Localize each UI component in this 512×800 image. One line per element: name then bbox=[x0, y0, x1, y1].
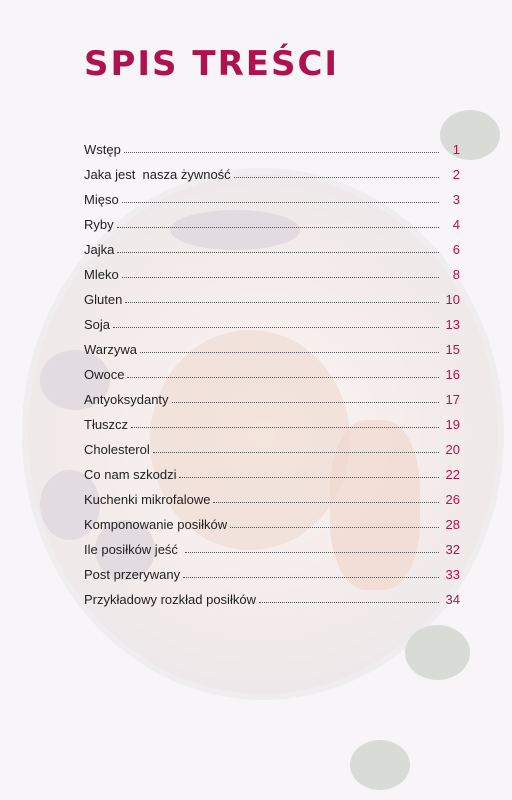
toc-entry[interactable] bbox=[84, 357, 460, 382]
toc-entry-label: Ile posiłków jeść bbox=[84, 542, 182, 557]
dot-leader bbox=[140, 351, 439, 353]
toc-page-number: 15 bbox=[445, 342, 460, 357]
toc-page-number: 33 bbox=[445, 567, 460, 582]
toc-entry[interactable] bbox=[84, 582, 460, 607]
toc-entry-label: Komponowanie posiłków bbox=[84, 517, 228, 532]
toc-entry-label: Ryby bbox=[84, 217, 114, 232]
dot-leader bbox=[234, 176, 439, 178]
dot-leader bbox=[185, 551, 439, 553]
dot-leader bbox=[153, 451, 439, 453]
dot-leader bbox=[122, 201, 439, 203]
toc-entry-label: Warzywa bbox=[84, 342, 137, 357]
dot-leader bbox=[131, 426, 439, 428]
dot-leader bbox=[259, 601, 439, 603]
toc-entry-label: Przykładowy rozkład posiłków bbox=[84, 592, 256, 607]
toc-entry-label: Soja bbox=[84, 317, 111, 332]
toc-entry-label: Mleko bbox=[84, 267, 119, 282]
toc-page-number: 6 bbox=[452, 242, 460, 257]
toc-entry-label: Jajka bbox=[84, 242, 115, 257]
toc-entry[interactable] bbox=[84, 257, 460, 282]
toc-page-number: 19 bbox=[445, 417, 460, 432]
toc-page-number: 32 bbox=[445, 542, 460, 557]
toc-entry-label: Co nam szkodzi bbox=[84, 467, 177, 482]
dot-leader bbox=[122, 276, 439, 278]
toc-page-number: 26 bbox=[445, 492, 460, 507]
dot-leader bbox=[125, 301, 439, 303]
toc-entry[interactable] bbox=[84, 307, 460, 332]
toc-entry-label: Antyoksydanty bbox=[84, 392, 169, 407]
toc-entry[interactable] bbox=[84, 332, 460, 357]
toc-entry[interactable] bbox=[84, 182, 460, 207]
toc-page-number: 4 bbox=[452, 217, 460, 232]
dot-leader bbox=[230, 526, 439, 528]
toc-entry-label: Post przerywany bbox=[84, 567, 181, 582]
toc-entry[interactable] bbox=[84, 207, 460, 232]
toc-entry[interactable] bbox=[84, 132, 460, 157]
toc-page-number: 3 bbox=[452, 192, 460, 207]
dot-leader bbox=[172, 401, 439, 403]
toc-entry-label: Cholesterol bbox=[84, 442, 150, 457]
toc-entry[interactable] bbox=[84, 482, 460, 507]
toc-entry-label: Owoce bbox=[84, 367, 125, 382]
toc-entry[interactable] bbox=[84, 157, 460, 182]
toc-entry-label: Wstęp bbox=[84, 142, 121, 157]
toc-page-number: 2 bbox=[452, 167, 460, 182]
toc-page-number: 1 bbox=[452, 142, 460, 157]
leaf-image bbox=[405, 625, 470, 680]
dot-leader bbox=[117, 251, 439, 253]
toc-entry[interactable] bbox=[84, 382, 460, 407]
toc-entry[interactable] bbox=[84, 507, 460, 532]
toc-entry[interactable] bbox=[84, 532, 460, 557]
toc-entry-label: Kuchenki mikrofalowe bbox=[84, 492, 211, 507]
page-title: SPIS TREŚCI bbox=[84, 44, 340, 84]
toc-entry-label: Mięso bbox=[84, 192, 119, 207]
toc-page-number: 10 bbox=[445, 292, 460, 307]
toc-page-number: 22 bbox=[445, 467, 460, 482]
toc-entry[interactable] bbox=[84, 282, 460, 307]
toc-entry-label: Tłuszcz bbox=[84, 417, 129, 432]
dot-leader bbox=[179, 476, 439, 478]
toc-page-number: 20 bbox=[445, 442, 460, 457]
toc-entry[interactable] bbox=[84, 457, 460, 482]
toc-entry-label: Jaka jest nasza żywność bbox=[84, 167, 231, 182]
toc-page-number: 34 bbox=[445, 592, 460, 607]
leaf-image bbox=[350, 740, 410, 790]
dot-leader bbox=[127, 376, 439, 378]
dot-leader bbox=[213, 501, 439, 503]
toc-entry-label: Gluten bbox=[84, 292, 123, 307]
dot-leader bbox=[113, 326, 439, 328]
toc-entry[interactable] bbox=[84, 432, 460, 457]
toc-page-number: 8 bbox=[452, 267, 460, 282]
toc-page-number: 13 bbox=[445, 317, 460, 332]
dot-leader bbox=[183, 576, 439, 578]
toc-page-number: 28 bbox=[445, 517, 460, 532]
toc-page-number: 17 bbox=[445, 392, 460, 407]
toc-entry[interactable] bbox=[84, 407, 460, 432]
toc-entry[interactable] bbox=[84, 232, 460, 257]
dot-leader bbox=[124, 151, 439, 153]
dot-leader bbox=[117, 226, 439, 228]
toc-page-number: 16 bbox=[445, 367, 460, 382]
table-of-contents bbox=[84, 132, 460, 607]
toc-entry[interactable] bbox=[84, 557, 460, 582]
